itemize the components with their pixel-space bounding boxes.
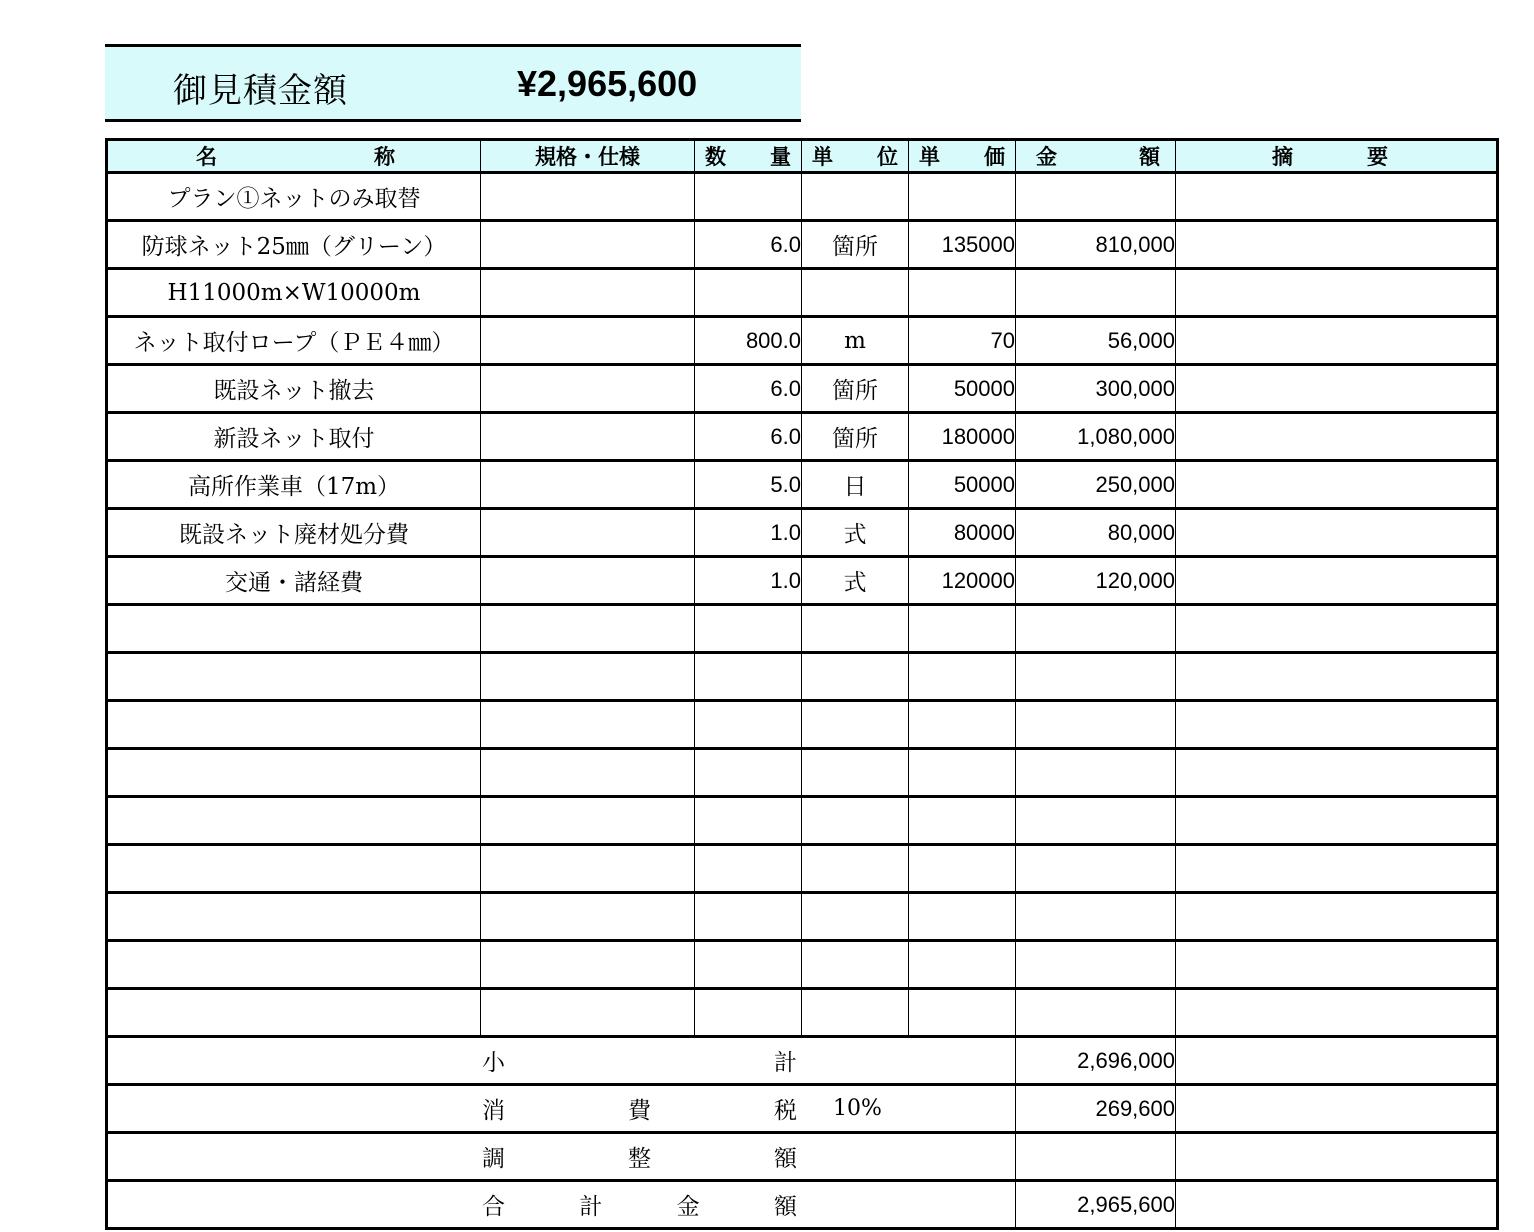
item-unit-price: 135000 <box>909 221 1016 269</box>
item-name: H11000m×W10000m <box>107 269 481 317</box>
table-row <box>107 365 1498 413</box>
item-spec <box>481 653 695 701</box>
item-name <box>107 893 481 941</box>
column-header-unit-price: 単 価 <box>909 140 1016 173</box>
table-row <box>107 605 1498 653</box>
item-unit-price <box>909 701 1016 749</box>
item-note <box>1176 989 1498 1037</box>
item-note <box>1176 413 1498 461</box>
item-unit <box>802 653 909 701</box>
item-amount <box>1016 173 1176 221</box>
item-unit-price <box>909 893 1016 941</box>
item-quantity <box>695 653 802 701</box>
item-spec <box>481 989 695 1037</box>
item-note <box>1176 797 1498 845</box>
item-unit: 式 <box>802 557 909 605</box>
adjustment-row <box>107 1133 1498 1181</box>
summary-rows <box>107 1037 1498 1229</box>
item-spec <box>481 557 695 605</box>
table-row <box>107 797 1498 845</box>
item-note <box>1176 701 1498 749</box>
item-quantity <box>695 797 802 845</box>
item-note <box>1176 365 1498 413</box>
item-unit <box>802 989 909 1037</box>
tax-rate: 10% <box>833 1096 882 1121</box>
item-note <box>1176 653 1498 701</box>
item-unit <box>802 749 909 797</box>
item-unit <box>802 941 909 989</box>
item-note <box>1176 221 1498 269</box>
table-row <box>107 173 1498 221</box>
table-row <box>107 653 1498 701</box>
column-header-unit: 単 位 <box>802 140 909 173</box>
grand-total-row <box>107 1181 1498 1229</box>
item-name: 既設ネット撤去 <box>107 365 481 413</box>
item-unit: 日 <box>802 461 909 509</box>
item-note <box>1176 749 1498 797</box>
column-header-amount: 金 額 <box>1016 140 1176 173</box>
item-unit-price: 50000 <box>909 461 1016 509</box>
item-name <box>107 989 481 1037</box>
item-quantity <box>695 845 802 893</box>
grand-total-label: 合 計 金 額 <box>107 1181 1016 1229</box>
table-row <box>107 941 1498 989</box>
table-row <box>107 845 1498 893</box>
table-row <box>107 317 1498 365</box>
item-note <box>1176 845 1498 893</box>
item-unit: 式 <box>802 509 909 557</box>
item-note <box>1176 317 1498 365</box>
item-amount: 120,000 <box>1016 557 1176 605</box>
item-unit <box>802 269 909 317</box>
item-quantity <box>695 989 802 1037</box>
item-amount <box>1016 797 1176 845</box>
item-unit-price <box>909 797 1016 845</box>
item-quantity: 6.0 <box>695 221 802 269</box>
grand-total-amount: 2,965,600 <box>1016 1181 1176 1229</box>
item-unit-price <box>909 269 1016 317</box>
item-name <box>107 797 481 845</box>
item-name <box>107 845 481 893</box>
item-spec <box>481 173 695 221</box>
item-amount <box>1016 605 1176 653</box>
tax-row <box>107 1085 1498 1133</box>
tax-amount: 269,600 <box>1016 1085 1176 1133</box>
column-header-name: 名 称 <box>107 140 481 173</box>
item-amount: 1,080,000 <box>1016 413 1176 461</box>
subtotal-amount: 2,696,000 <box>1016 1037 1176 1085</box>
item-quantity <box>695 605 802 653</box>
item-spec <box>481 893 695 941</box>
tax-note <box>1176 1085 1498 1133</box>
item-note <box>1176 557 1498 605</box>
item-unit-price <box>909 845 1016 893</box>
item-quantity <box>695 173 802 221</box>
tax-label: 消 費 税 10% <box>107 1085 1016 1133</box>
item-unit-price <box>909 653 1016 701</box>
item-quantity: 1.0 <box>695 509 802 557</box>
estimate-total-banner <box>105 44 801 122</box>
item-amount <box>1016 845 1176 893</box>
item-unit: m <box>802 317 909 365</box>
subtotal-label: 小 計 <box>107 1037 1016 1085</box>
item-unit-price: 70 <box>909 317 1016 365</box>
item-spec <box>481 941 695 989</box>
grand-total-note <box>1176 1181 1498 1229</box>
item-name <box>107 653 481 701</box>
item-unit-price: 180000 <box>909 413 1016 461</box>
item-unit <box>802 797 909 845</box>
item-note <box>1176 173 1498 221</box>
item-note <box>1176 893 1498 941</box>
item-name: ネット取付ロープ（ＰＥ４㎜） <box>107 317 481 365</box>
item-amount <box>1016 749 1176 797</box>
item-quantity <box>695 701 802 749</box>
table-row <box>107 701 1498 749</box>
item-name: 既設ネット廃材処分費 <box>107 509 481 557</box>
item-name: 交通・諸経費 <box>107 557 481 605</box>
adjustment-note <box>1176 1133 1498 1181</box>
item-spec <box>481 317 695 365</box>
table-row <box>107 413 1498 461</box>
item-amount <box>1016 653 1176 701</box>
item-amount: 80,000 <box>1016 509 1176 557</box>
table-row <box>107 221 1498 269</box>
item-note <box>1176 605 1498 653</box>
column-header-quantity: 数 量 <box>695 140 802 173</box>
item-spec <box>481 509 695 557</box>
table-row <box>107 509 1498 557</box>
item-amount: 250,000 <box>1016 461 1176 509</box>
item-unit-price <box>909 749 1016 797</box>
item-quantity: 6.0 <box>695 365 802 413</box>
item-name <box>107 749 481 797</box>
item-note <box>1176 461 1498 509</box>
item-amount <box>1016 893 1176 941</box>
item-note <box>1176 269 1498 317</box>
item-unit-price: 50000 <box>909 365 1016 413</box>
item-quantity: 1.0 <box>695 557 802 605</box>
column-header-spec: 規格・仕様 <box>481 140 695 173</box>
item-spec <box>481 605 695 653</box>
item-spec <box>481 749 695 797</box>
adjustment-label: 調 整 額 <box>107 1133 1016 1181</box>
item-unit <box>802 893 909 941</box>
item-unit-price <box>909 173 1016 221</box>
item-amount <box>1016 269 1176 317</box>
item-quantity <box>695 893 802 941</box>
item-spec <box>481 845 695 893</box>
subtotal-row <box>107 1037 1498 1085</box>
item-name: 防球ネット25㎜（グリーン） <box>107 221 481 269</box>
column-header-note: 摘 要 <box>1176 140 1498 173</box>
table-row <box>107 461 1498 509</box>
adjustment-amount <box>1016 1133 1176 1181</box>
item-unit <box>802 845 909 893</box>
item-amount: 56,000 <box>1016 317 1176 365</box>
item-name: 高所作業車（17m） <box>107 461 481 509</box>
estimate-table <box>105 138 1499 1230</box>
item-unit <box>802 701 909 749</box>
item-quantity: 6.0 <box>695 413 802 461</box>
item-unit <box>802 605 909 653</box>
item-unit-price: 80000 <box>909 509 1016 557</box>
item-quantity <box>695 749 802 797</box>
item-unit: 箇所 <box>802 221 909 269</box>
item-name <box>107 701 481 749</box>
item-unit-price <box>909 941 1016 989</box>
item-amount <box>1016 701 1176 749</box>
estimate-total-amount: ¥2,965,600 <box>517 63 698 104</box>
item-spec <box>481 269 695 317</box>
item-name <box>107 941 481 989</box>
table-row <box>107 269 1498 317</box>
table-row <box>107 893 1498 941</box>
item-spec <box>481 365 695 413</box>
item-spec <box>481 221 695 269</box>
item-spec <box>481 413 695 461</box>
item-amount <box>1016 989 1176 1037</box>
table-row <box>107 557 1498 605</box>
item-name: プラン①ネットのみ取替 <box>107 173 481 221</box>
item-amount <box>1016 941 1176 989</box>
item-note <box>1176 509 1498 557</box>
table-row <box>107 749 1498 797</box>
item-unit: 箇所 <box>802 413 909 461</box>
item-unit-price: 120000 <box>909 557 1016 605</box>
item-spec <box>481 797 695 845</box>
item-spec <box>481 461 695 509</box>
item-amount: 300,000 <box>1016 365 1176 413</box>
item-unit-price <box>909 605 1016 653</box>
item-amount: 810,000 <box>1016 221 1176 269</box>
subtotal-note <box>1176 1037 1498 1085</box>
item-quantity: 800.0 <box>695 317 802 365</box>
item-unit-price <box>909 989 1016 1037</box>
table-row <box>107 989 1498 1037</box>
item-name <box>107 605 481 653</box>
item-note <box>1176 941 1498 989</box>
item-quantity <box>695 941 802 989</box>
item-unit <box>802 173 909 221</box>
estimate-total-label: 御見積金額 <box>173 71 348 111</box>
item-quantity: 5.0 <box>695 461 802 509</box>
item-quantity <box>695 269 802 317</box>
item-rows <box>107 173 1498 1037</box>
item-unit: 箇所 <box>802 365 909 413</box>
item-name: 新設ネット取付 <box>107 413 481 461</box>
header-row <box>107 140 1498 173</box>
item-spec <box>481 701 695 749</box>
